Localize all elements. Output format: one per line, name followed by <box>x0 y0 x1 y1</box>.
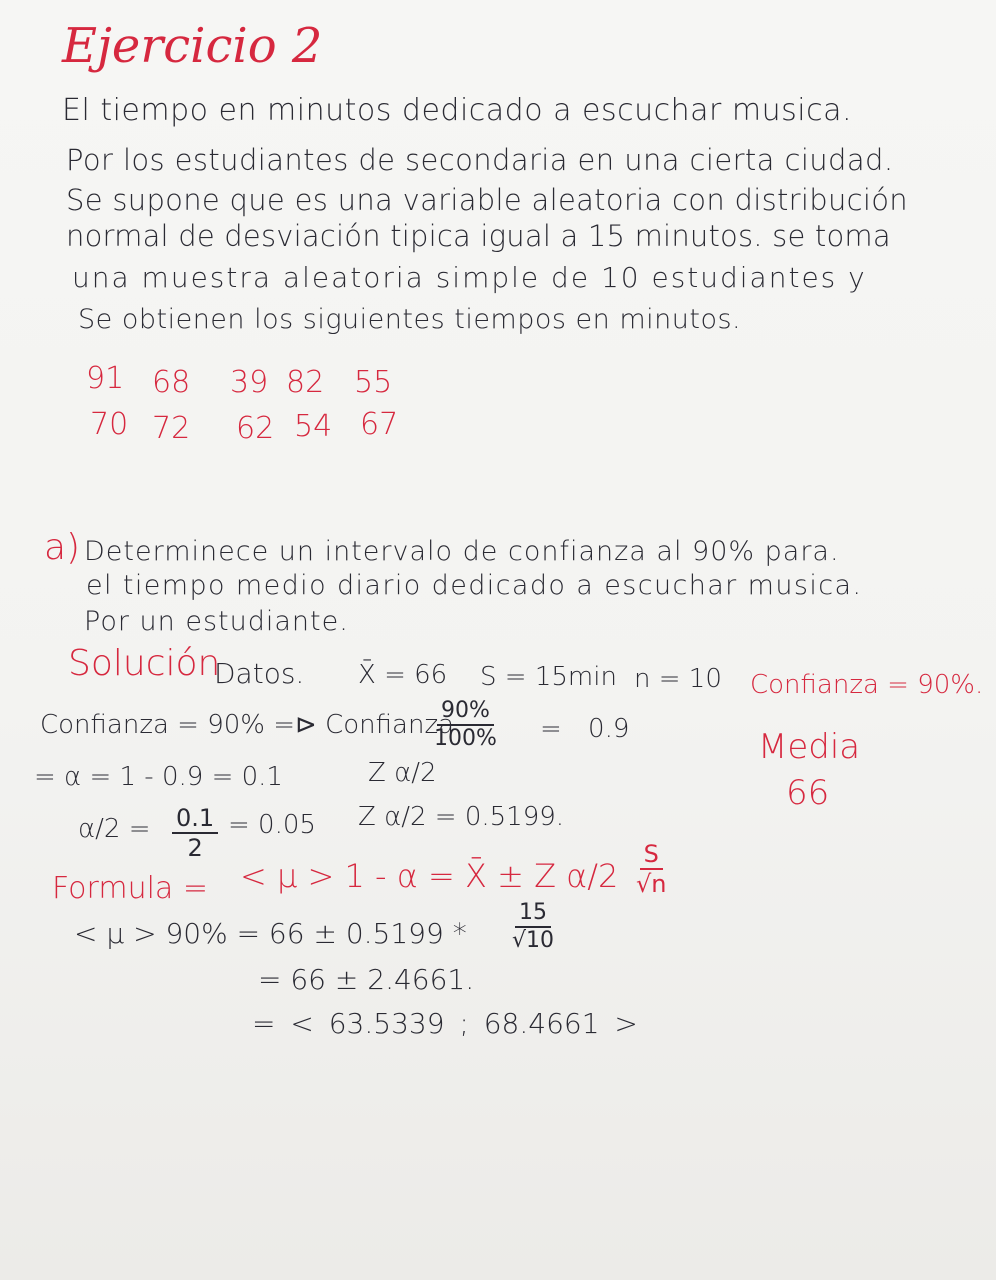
calc-line: = 66 ± 2.4661. <box>258 963 475 996</box>
formula-body: < μ > 1 - α = X̄ ± Z α/2 <box>240 857 619 895</box>
z-alpha-label: Z α/2 <box>368 758 437 788</box>
calc-line: < μ > 90% = 66 ± 0.5199 * <box>74 917 467 950</box>
data-value: 72 <box>152 411 191 446</box>
data-value: 82 <box>286 365 325 400</box>
fraction-numerator: 15 <box>515 902 551 928</box>
xbar-value: X̄ = 66 <box>358 660 448 690</box>
fraction-denominator: √10 <box>512 928 555 953</box>
fraction-denominator: 100% <box>434 726 497 751</box>
confianza-side: Confianza = 90%. <box>750 670 984 700</box>
datos-label: Datos. <box>214 657 305 690</box>
alpha-line: = α = 1 - 0.9 = 0.1 <box>34 762 283 792</box>
part-a-label: a) <box>44 527 81 568</box>
fraction-numerator: S <box>640 842 663 870</box>
alpha-fraction <box>172 806 218 860</box>
s-value: S = 15min <box>480 662 617 692</box>
problem-line: El tiempo en minutos dedicado a escuchar musica. <box>62 93 852 128</box>
z-value-line: Z α/2 = 0.5199. <box>358 802 565 832</box>
exercise-title: Ejercicio 2 <box>62 18 323 74</box>
formula-fraction <box>636 842 667 896</box>
problem-line: normal de desviación tipica igual a 15 minutos. se toma <box>66 219 891 253</box>
problem-line: una muestra aleatoria simple de 10 estudiantes y <box>72 261 867 294</box>
confianza-fraction <box>434 700 497 750</box>
alpha-half-prefix: α/2 = <box>78 814 151 844</box>
calc-line: = < 63.5339 ; 68.4661 > <box>252 1007 638 1040</box>
part-a-line: Determinece un intervalo de confianza al 90% para. <box>84 536 840 567</box>
media-label: Media <box>758 727 861 767</box>
confianza-line: Confianza = 90% =⊳ Confianza <box>40 710 455 740</box>
formula-label: Formula = <box>52 871 208 906</box>
part-a-line: Por un estudiante. <box>84 606 349 637</box>
data-value: 55 <box>354 365 393 400</box>
confianza-result: = 0.9 <box>540 714 630 744</box>
problem-line: Se obtienen los siguientes tiempos en minutos. <box>78 304 742 335</box>
data-value: 68 <box>152 365 191 400</box>
part-a-line: el tiempo medio diario dedicado a escuchar musica. <box>86 570 863 601</box>
calc-fraction <box>512 902 554 952</box>
media-value: 66 <box>786 773 830 813</box>
fraction-denominator: √n <box>636 870 667 898</box>
data-value: 91 <box>86 361 125 396</box>
data-value: 54 <box>294 409 333 444</box>
problem-line: Se supone que es una variable aleatoria con distribución <box>66 183 908 217</box>
data-value: 62 <box>236 411 275 446</box>
data-value: 67 <box>360 407 399 442</box>
data-value: 70 <box>90 407 129 442</box>
n-value: n = 10 <box>634 664 722 694</box>
alpha-half-result: = 0.05 <box>228 810 316 840</box>
problem-line: Por los estudiantes de secondaria en una cierta ciudad. <box>66 143 894 177</box>
data-value: 39 <box>230 365 269 400</box>
fraction-denominator: 2 <box>187 834 203 862</box>
fraction-numerator: 90% <box>437 700 494 726</box>
solution-heading: Solución <box>68 643 221 684</box>
fraction-numerator: 0.1 <box>172 806 218 834</box>
